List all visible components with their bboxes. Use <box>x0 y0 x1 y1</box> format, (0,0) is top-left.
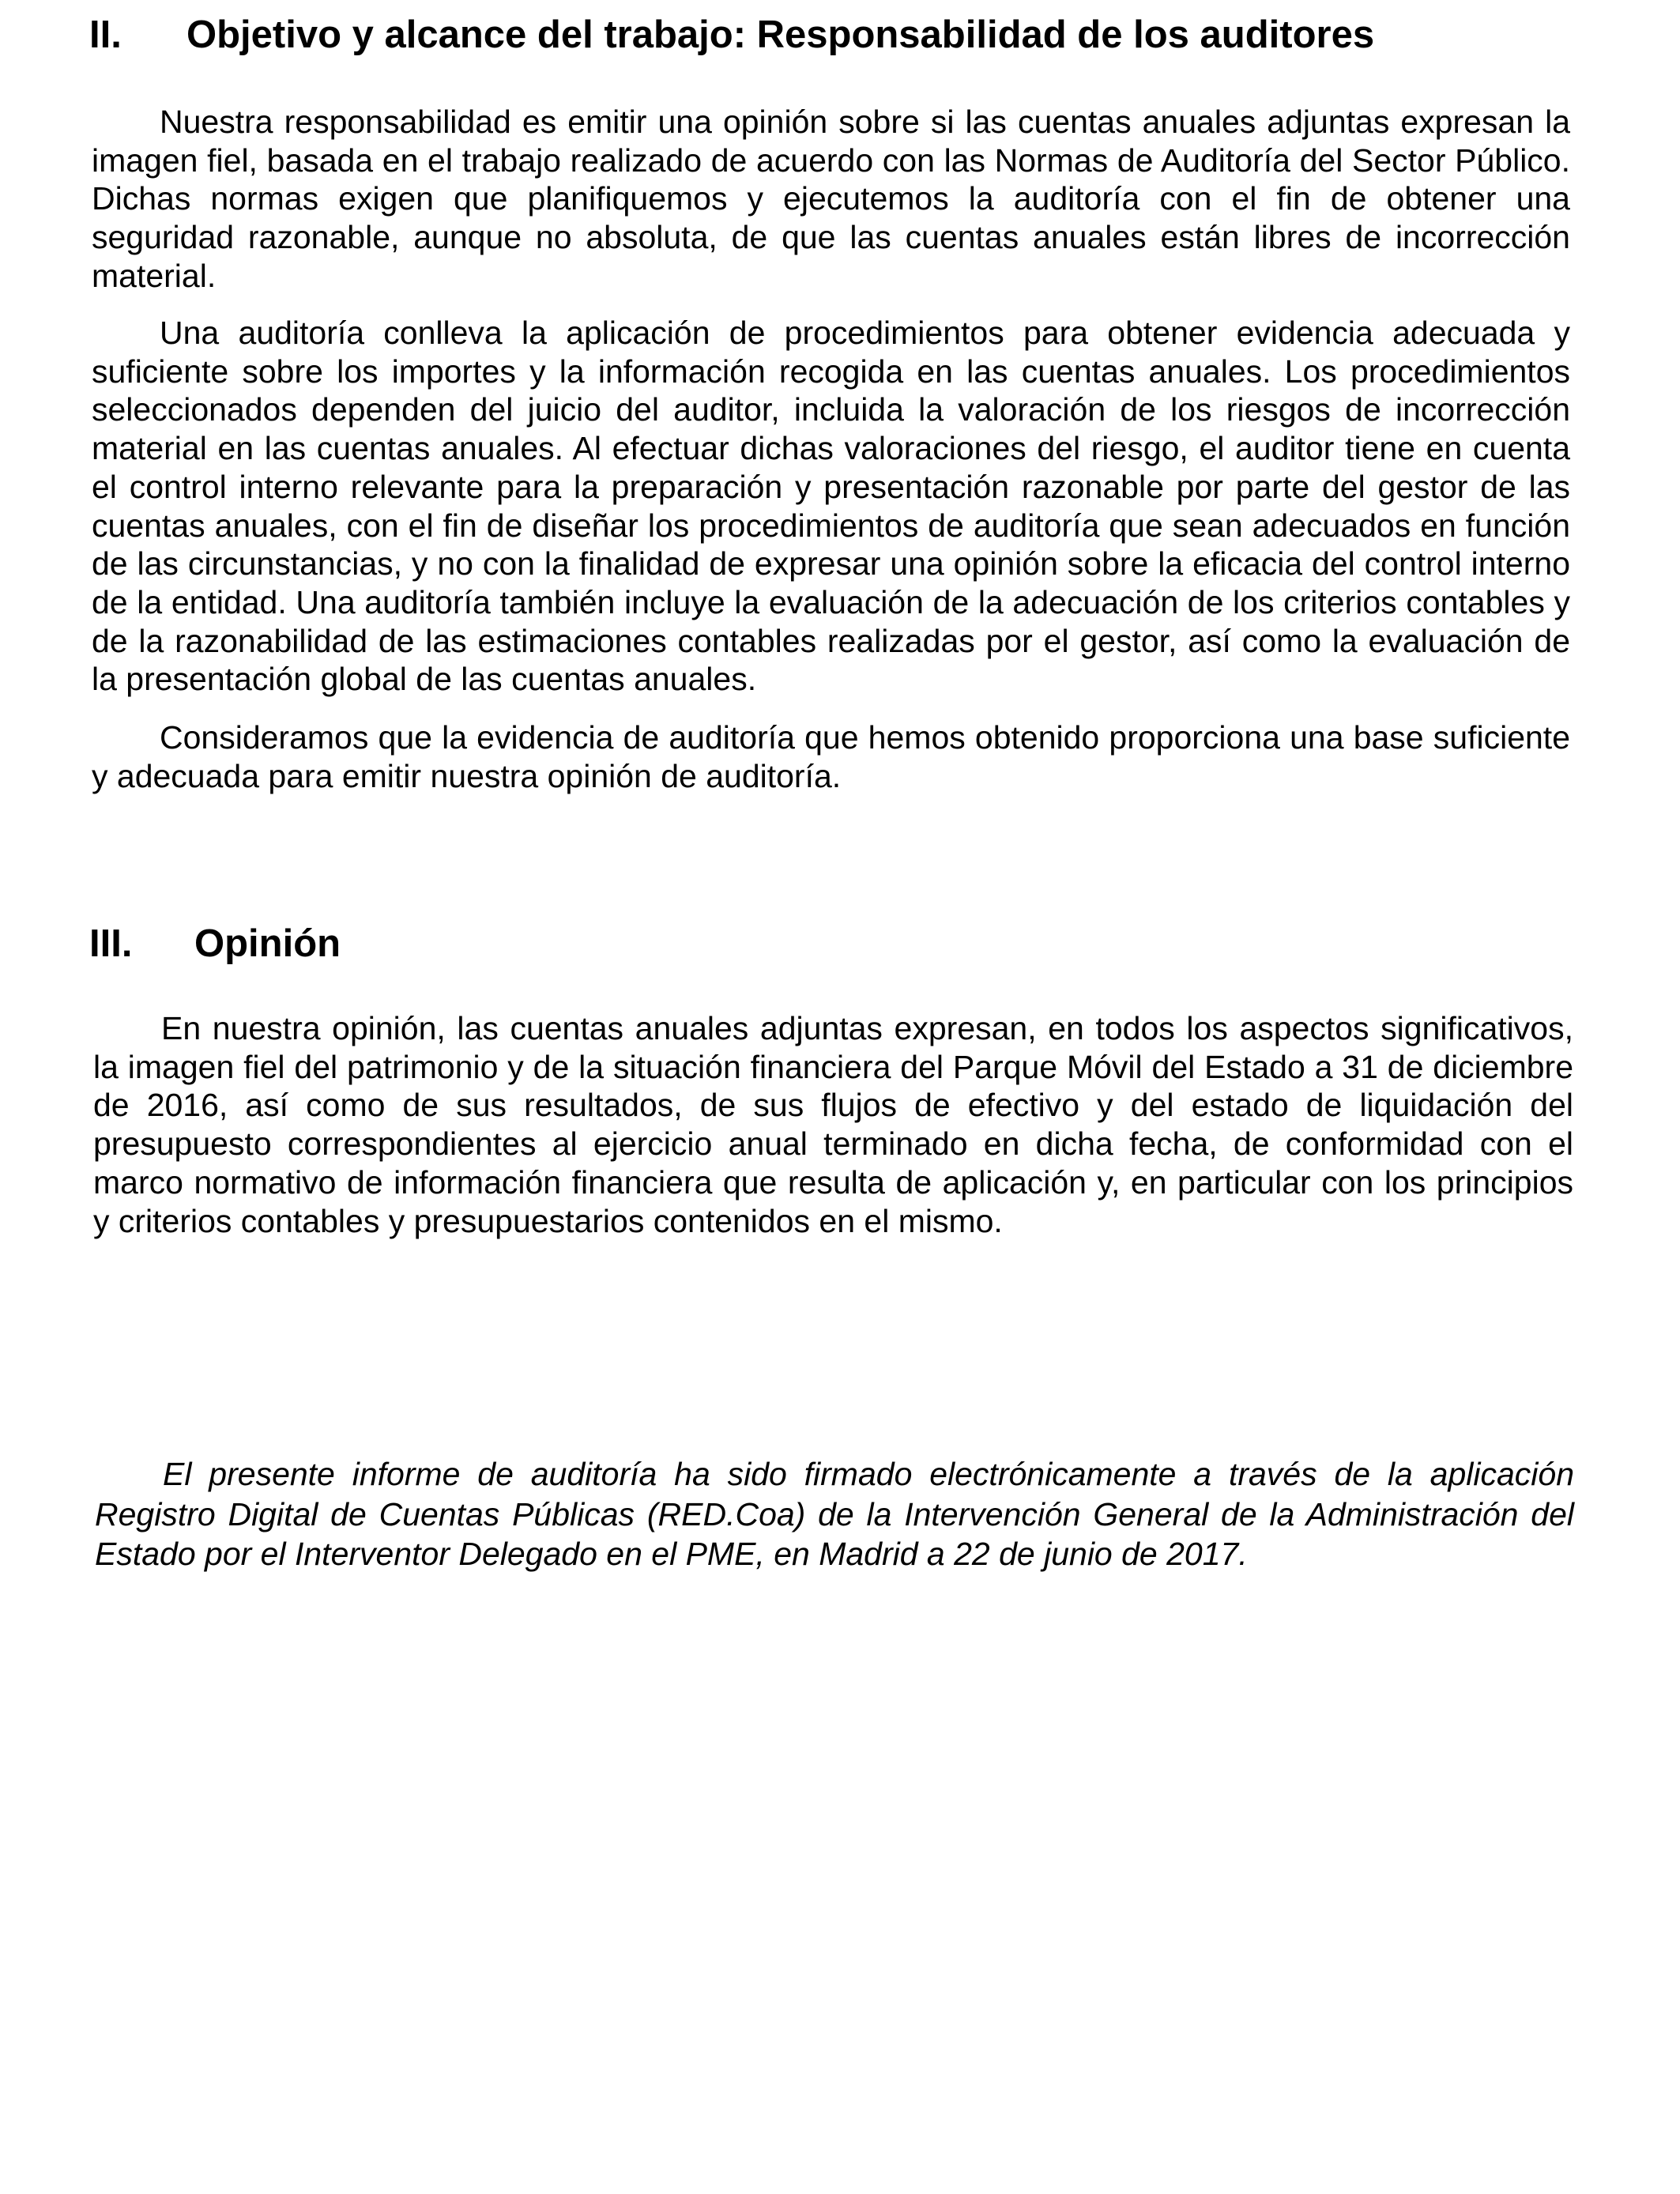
paragraph-opinion: En nuestra opinión, las cuentas anuales adjuntas expresan, en todos los aspectos significativos, la imagen fiel del patrimonio y de la situación financiera del Parque Móvil del Estado a 31 de diciembre de 2016, así como de sus resultados, de sus flujos de efectivo y del estado de liquidación del presupuesto correspondientes al ejercicio anual terminado en dicha fecha, de conformidad con el marco normativo de información financiera que resulta de aplicación y, en particular con los principios y criterios contables y presupuestarios contenidos en el mismo. <box>93 1010 1573 1239</box>
section-iii-heading <box>89 920 341 967</box>
section-title: Opinión <box>194 922 341 965</box>
signature-note: El presente informe de auditoría ha sido firmado electrónicamente a través de la aplicación Registro Digital de Cuentas Públicas (RED.Coa) de la Intervención General de la Administración del Estado por el Interventor Delegado en el PME, en Madrid a 22 de junio de 2017. <box>95 1456 1574 1572</box>
section-ii-heading <box>89 11 1374 58</box>
paragraph-procedimientos: Una auditoría conlleva la aplicación de procedimientos para obtener evidencia adecuada y suficiente sobre los importes y la información recogida en las cuentas anuales. Los procedimientos seleccionados dependen del juicio del auditor, incluida la valoración de los riesgos de incorrección material en las cuentas anuales. Al efectuar dichas valoraciones del riesgo, el auditor tiene en cuenta el control interno relevante para la preparación y presentación razonable por parte del gestor de las cuentas anuales, con el fin de diseñar los procedimientos de auditoría que sean adecuados en función de las circunstancias, y no con la finalidad de expresar una opinión sobre la eficacia del control interno de la entidad. Una auditoría también incluye la evaluación de la adecuación de los criterios contables y de la razonabilidad de las estimaciones contables realizadas por el gestor, así como la evaluación de la presentación global de las cuentas anuales. <box>92 315 1570 698</box>
section-title: Objetivo y alcance del trabajo: Responsabilidad de los auditores <box>186 13 1375 56</box>
paragraph-responsabilidad: Nuestra responsabilidad es emitir una opinión sobre si las cuentas anuales adjuntas expresan la imagen fiel, basada en el trabajo realizado de acuerdo con las Normas de Auditoría del Sector Público. Dichas normas exigen que planifiquemos y ejecutemos la auditoría con el fin de obtener una seguridad razonable, aunque no absoluta, de que las cuentas anuales están libres de incorrección material. <box>92 104 1570 294</box>
section-number: III. <box>89 922 133 965</box>
paragraph-evidencia: Consideramos que la evidencia de auditoría que hemos obtenido proporciona una base suficiente y adecuada para emitir nuestra opinión de auditoría. <box>92 719 1570 794</box>
section-number: II. <box>89 13 122 56</box>
